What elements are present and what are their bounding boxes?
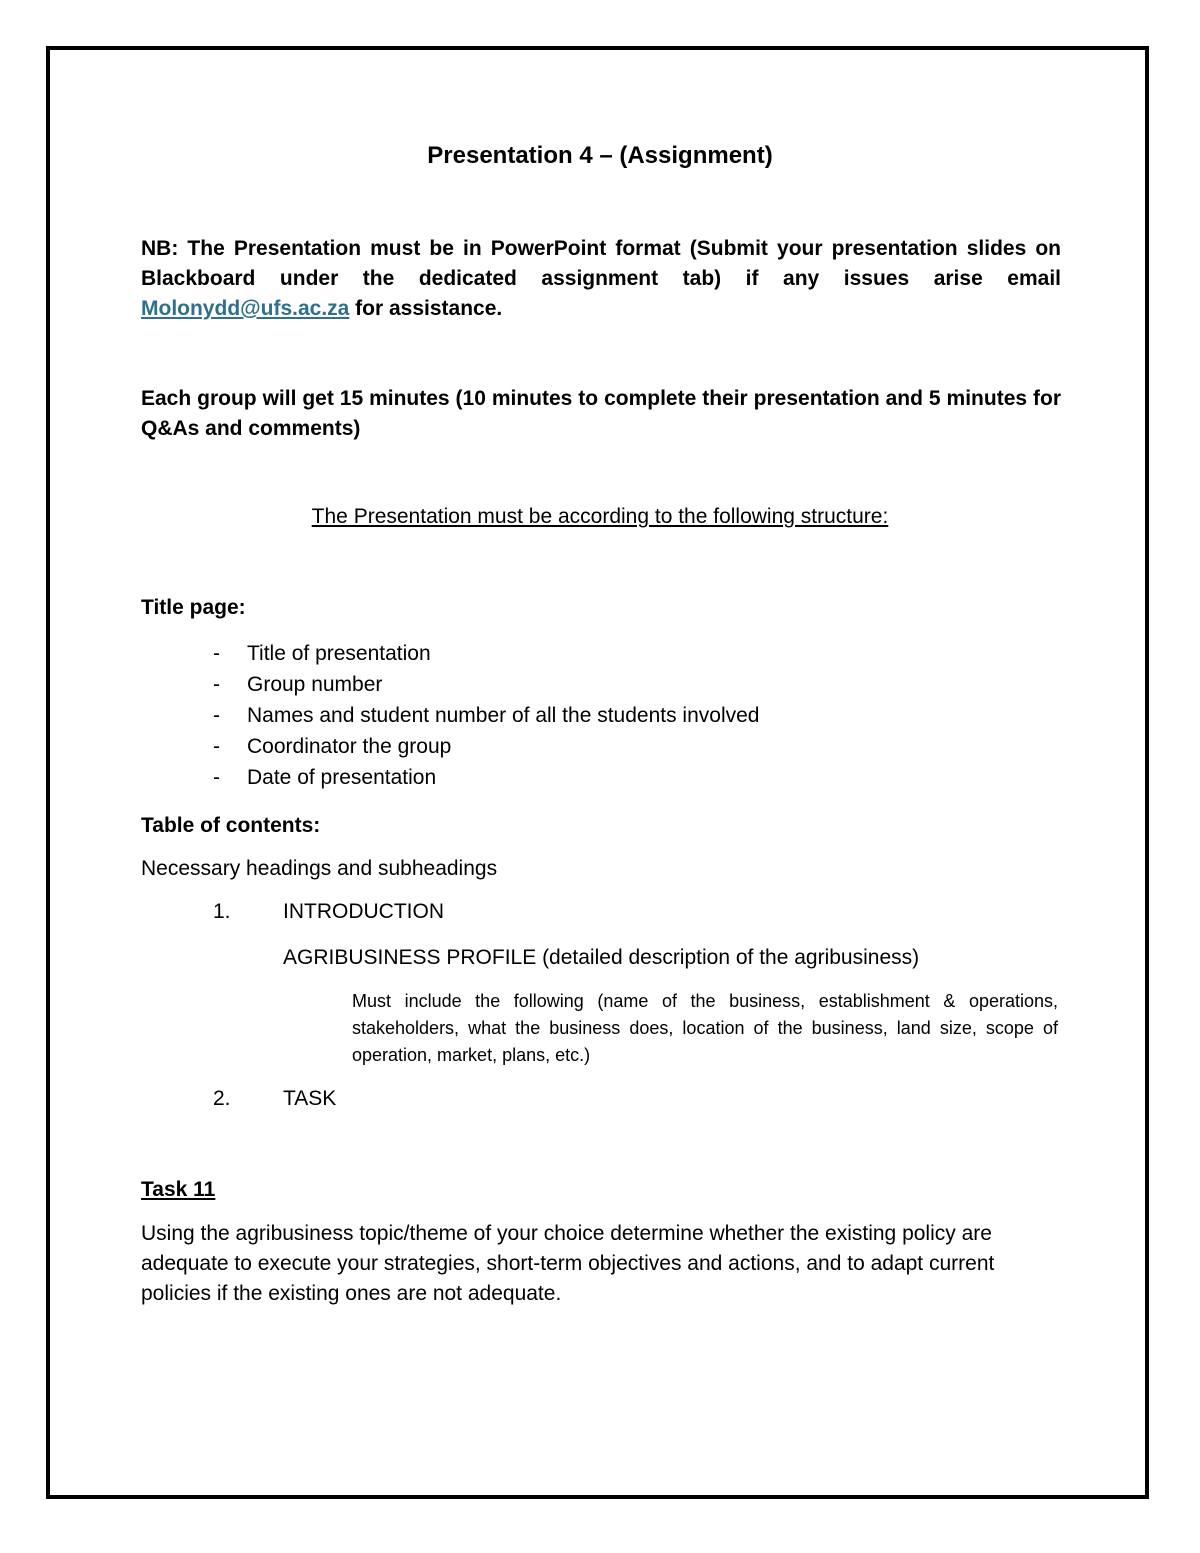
list-item: - Title of presentation [213,642,431,665]
toc-item-number: 1. [213,900,231,923]
toc-item-label: INTRODUCTION [283,900,444,923]
list-item: - Coordinator the group [213,735,452,758]
group-time-paragraph: Each group will get 15 minutes (10 minutes to complete their presentation and 5 minutes for Q&As and comments) [141,387,1061,440]
list-item: - Names and student number of all the students involved [213,704,760,727]
nb-text-after: for assistance. [349,297,503,320]
document-title: Presentation 4 – (Assignment) [427,142,773,169]
structure-heading: The Presentation must be according to the following structure: [311,505,889,528]
nb-paragraph [141,234,1061,324]
list-item: - Group number [213,673,383,696]
toc-item-number: 2. [213,1087,231,1110]
list-item: - Date of presentation [213,766,437,789]
task-heading: Task 11 [141,1178,216,1201]
profile-detail: Must include the following (name of the business, establishment & operations, stakeholders, what the business does, location of the business, land size, scope of operation, market, plans, etc.) [352,991,1058,1065]
nb-label: NB [141,237,172,260]
nb-text: : The Presentation must be in PowerPoint format (Submit your presentation slides on Blackboard under the dedicated assignment tab) if any issues arise email [141,237,1061,290]
email-link[interactable]: Molonydd@ufs.ac.za [141,297,350,320]
toc-item-label: TASK [283,1087,337,1110]
title-page-heading: Title page: [141,596,246,619]
profile-heading: AGRIBUSINESS PROFILE (detailed description of the agribusiness) [283,946,920,969]
task-text: Using the agribusiness topic/theme of your choice determine whether the existing policy are adequate to execute your strategies, short-term objectives and actions, and to adapt current policies if the existing ones are not adequate. [141,1222,995,1305]
title-page-list [213,638,1013,793]
toc-intro: Necessary headings and subheadings [141,857,498,880]
toc-heading: Table of contents: [141,814,321,837]
